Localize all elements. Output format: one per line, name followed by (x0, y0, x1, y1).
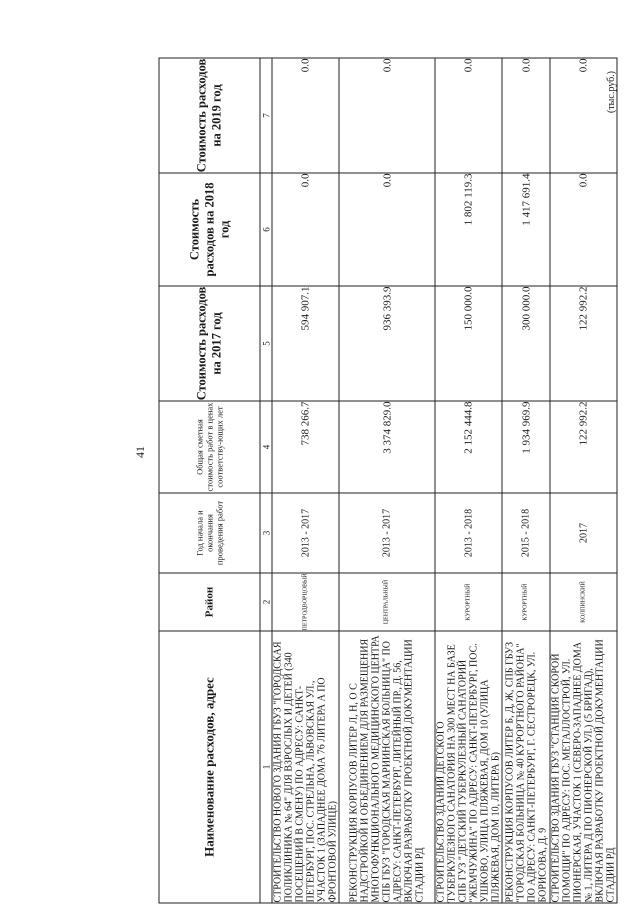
cell-cost-2019: 0.0 (435, 58, 502, 173)
cell-years: 2013 - 2018 (435, 493, 502, 573)
cell-name: РЕКОНСТРУКЦИЯ КОРПУСОВ ЛИТЕР Л, Н, О С НАДСТРОЙКОЙ И ОБЪЕДИНЕНИЕМ ДЛЯ РАЗМЕЩЕНИЯ МНОГОФУНКЦИОНАЛЬНОГО МЕДИЦИНСКОГО ЦЕНТРА СПБ ГБУЗ "ГОРОДСКАЯ МАРИИНСКАЯ БОЛЬНИЦА" ПО АДРЕСУ: САНКТ-ПЕТЕРБУРГ, ЛИТЕЙНЫЙ ПР., Д. 56, ВКЛЮЧАЯ РАЗРАБОТКУ ПРОЕКТНОЙ ДОКУМЕНТАЦИИ СТАДИИ РД (339, 631, 435, 903)
header-cost-2017: Стоимость расходов на 2017 год (159, 286, 260, 401)
cell-estimate: 122 992.2 (550, 401, 617, 493)
cell-name: СТРОИТЕЛЬСТВО ЗДАНИЙ ДЕТСКОГО ТУБЕРКУЛЕЗНОГО САНАТОРИЯ НА 300 МЕСТ НА БАЗЕ СПБ ГУЗ "ДЕТСКИЙ ТУБЕРКУЛЕЗНЫЙ САНАТОРИЙ "ЖЕМЧУЖИНА" ПО АДРЕСУ: САНКТ-ПЕТЕРБУРГ, ПОС. УШКОВО, УЛИЦА ПЛЯЖЕВАЯ, ДОМ 10 (УЛИЦА ПЛЯЖЕВАЯ, ДОМ 10, ЛИТЕРА Б) (435, 631, 502, 903)
cell-cost-2017: 936 393.9 (339, 286, 435, 401)
cell-cost-2017: 300 000.0 (502, 286, 550, 401)
cell-name: СТРОИТЕЛЬСТВО ЗДАНИЯ ГБУЗ "СТАНЦИЯ СКОРОЙ ПОМОЩИ" ПО АДРЕСУ: ПОС. МЕТАЛЛОСТРОЙ, УЛ. ПИОНЕРСКАЯ, УЧАСТОК 1 (СЕВЕРО-ЗАПАДНЕЕ ДОМА № 1, ЛИТЕРА Д ПО ПИОНЕРСКОЙ УЛ.) (5 БРИГАД), ВКЛЮЧАЯ РАЗРАБОТКУ ПРОЕКТНОЙ ДОКУМЕНТАЦИИ СТАДИИ РД (550, 631, 617, 903)
cell-years: 2013 - 2017 (272, 493, 339, 573)
column-number: 3 (260, 493, 272, 573)
page-number: 41 (133, 446, 147, 458)
cell-name: СТРОИТЕЛЬСТВО НОВОГО ЗДАНИЯ ГБУЗ "ГОРОДСКАЯ ПОЛИКЛИНИКА № 64" ДЛЯ ВЗРОСЛЫХ И ДЕТЕЙ (340 ПОСЕЩЕНИЙ В СМЕНУ) ПО АДРЕСУ: САНКТ-ПЕТЕРБУРГ, ПОС. СТРЕЛЬНА, ЛЬВОВСКАЯ УЛ., УЧАСТОК 1 (ЗАПАДНЕЕ ДОМА 76 ЛИТЕРА А ПО ФРОНТОВОЙ УЛИЦЕ) (272, 631, 339, 903)
cell-cost-2018: 0.0 (550, 173, 617, 286)
cell-cost-2019: 0.0 (502, 58, 550, 173)
cell-years: 2015 - 2018 (502, 493, 550, 573)
column-number: 6 (260, 173, 272, 286)
table-header-row (159, 58, 260, 903)
cell-estimate: 3 374 829.0 (339, 401, 435, 493)
cell-cost-2018: 1 417 691.4 (502, 173, 550, 286)
cell-cost-2017: 150 000.0 (435, 286, 502, 401)
header-cost-2019: Стоимость расходов на 2019 год (159, 58, 260, 173)
cell-cost-2018: 0.0 (272, 173, 339, 286)
header-name: Наименование расходов, адрес (159, 631, 260, 903)
cell-cost-2018: 0.0 (339, 173, 435, 286)
table-row (550, 58, 617, 903)
header-estimate: Общая сметная стоимость работ в ценах соответству-ющих лет (159, 401, 260, 493)
cell-district: ПЕТРОДВОРЦОВЫЙ (272, 573, 339, 631)
cell-district: КУРОРТНЫЙ (435, 573, 502, 631)
column-number: 7 (260, 58, 272, 173)
column-number-row (260, 58, 272, 903)
cell-cost-2018: 1 802 119.3 (435, 173, 502, 286)
cell-years: 2017 (550, 493, 617, 573)
header-cost-2018: Стоимость расходов на 2018 год (159, 173, 260, 286)
cell-district: КУРОРТНЫЙ (502, 573, 550, 631)
column-number: 5 (260, 286, 272, 401)
cell-cost-2017: 594 907.1 (272, 286, 339, 401)
cell-cost-2019: 0.0 (550, 58, 617, 173)
table-row (339, 58, 435, 903)
cell-estimate: 738 266.7 (272, 401, 339, 493)
header-district: Район (159, 573, 260, 631)
cell-cost-2019: 0.0 (272, 58, 339, 173)
column-number: 4 (260, 401, 272, 493)
cell-cost-2017: 122 992.2 (550, 286, 617, 401)
cell-cost-2019: 0.0 (339, 58, 435, 173)
header-years: Год начала и окончания проведения работ (159, 493, 260, 573)
cell-estimate: 1 934 969.9 (502, 401, 550, 493)
column-number: 2 (260, 573, 272, 631)
table-row (502, 58, 550, 903)
column-number: 1 (260, 631, 272, 903)
cell-district: ЦЕНТРАЛЬНЫЙ (339, 573, 435, 631)
cell-estimate: 2 152 444.8 (435, 401, 502, 493)
units-label: (тыс.руб.) (606, 71, 617, 114)
cell-years: 2013 - 2017 (339, 493, 435, 573)
cell-name: РЕКОНСТРУКЦИЯ КОРПУСОВ ЛИТЕР Б, Д, Ж, СПБ ГБУЗ "ГОРОДСКАЯ БОЛЬНИЦА № 40 КУРОРТНОГО РАЙОНА" ПО АДРЕСУ: САНКТ-ПЕТЕРБУРГ, Г. СЕСТРОРЕЦК, УЛ. БОРИСОВА, Д. 9 (502, 631, 550, 903)
table-row (272, 58, 339, 903)
cell-district: КОЛПИНСКИЙ (550, 573, 617, 631)
budget-table (158, 58, 617, 904)
table-row (435, 58, 502, 903)
